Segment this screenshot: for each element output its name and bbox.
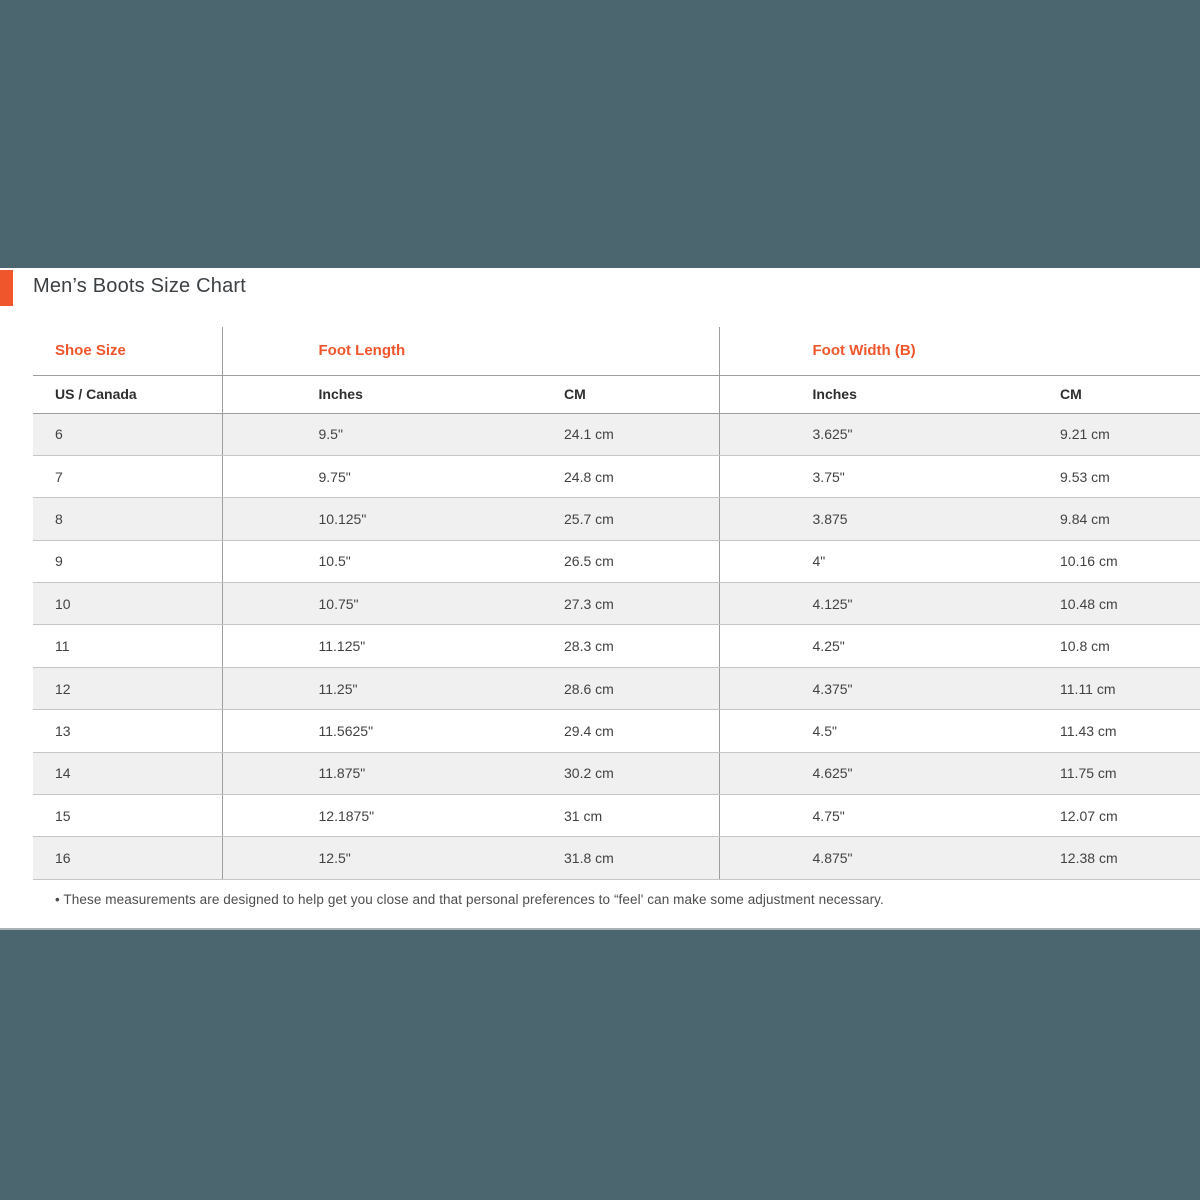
table-group-header-row <box>33 327 1200 375</box>
cell-foot-length-inches: 12.5" <box>222 837 470 879</box>
cell-foot-width-cm: 12.07 cm <box>965 795 1200 837</box>
cell-foot-length-cm: 25.7 cm <box>470 498 719 540</box>
cell-us-size: 10 <box>33 583 222 625</box>
cell-us-size: 6 <box>33 413 222 455</box>
cell-foot-length-cm: 31 cm <box>470 795 719 837</box>
cell-foot-length-cm: 30.2 cm <box>470 752 719 794</box>
column-group-foot-length: Foot Length <box>222 327 719 375</box>
column-header-foot-length-cm: CM <box>470 375 719 413</box>
size-table <box>33 327 1200 880</box>
cell-foot-length-inches: 10.75" <box>222 583 470 625</box>
cell-foot-width-inches: 4.125" <box>719 583 965 625</box>
table-body <box>33 413 1200 879</box>
cell-us-size: 7 <box>33 455 222 497</box>
cell-us-size: 8 <box>33 498 222 540</box>
footnote: • These measurements are designed to help get you close and that personal preferences to “feel' can make some adjustment necessary. <box>55 892 884 907</box>
table-row <box>33 667 1200 709</box>
cell-foot-width-inches: 4" <box>719 540 965 582</box>
table-row <box>33 583 1200 625</box>
cell-us-size: 14 <box>33 752 222 794</box>
cell-foot-width-cm: 11.75 cm <box>965 752 1200 794</box>
column-header-foot-width-inches: Inches <box>719 375 965 413</box>
cell-foot-width-cm: 9.53 cm <box>965 455 1200 497</box>
cell-foot-length-cm: 27.3 cm <box>470 583 719 625</box>
cell-foot-width-cm: 9.84 cm <box>965 498 1200 540</box>
cell-us-size: 12 <box>33 667 222 709</box>
table-row <box>33 498 1200 540</box>
table-subheader-row <box>33 375 1200 413</box>
cell-foot-length-cm: 24.8 cm <box>470 455 719 497</box>
table-row <box>33 752 1200 794</box>
cell-foot-length-inches: 10.125" <box>222 498 470 540</box>
cell-foot-width-inches: 4.25" <box>719 625 965 667</box>
cell-foot-length-cm: 24.1 cm <box>470 413 719 455</box>
cell-foot-length-cm: 29.4 cm <box>470 710 719 752</box>
cell-us-size: 11 <box>33 625 222 667</box>
cell-foot-length-inches: 11.875" <box>222 752 470 794</box>
column-header-us-canada: US / Canada <box>33 375 222 413</box>
cell-foot-length-inches: 9.75" <box>222 455 470 497</box>
cell-foot-width-inches: 4.75" <box>719 795 965 837</box>
cell-foot-length-inches: 11.125" <box>222 625 470 667</box>
table-row <box>33 625 1200 667</box>
cell-foot-width-cm: 11.43 cm <box>965 710 1200 752</box>
cell-foot-length-cm: 28.3 cm <box>470 625 719 667</box>
table-row <box>33 710 1200 752</box>
cell-us-size: 13 <box>33 710 222 752</box>
column-group-shoe-size: Shoe Size <box>33 327 222 375</box>
cell-foot-length-inches: 11.5625" <box>222 710 470 752</box>
table-row <box>33 795 1200 837</box>
cell-foot-length-cm: 26.5 cm <box>470 540 719 582</box>
size-chart-table <box>33 327 1200 880</box>
cell-foot-width-cm: 10.16 cm <box>965 540 1200 582</box>
cell-foot-width-inches: 4.625" <box>719 752 965 794</box>
table-row <box>33 455 1200 497</box>
size-chart-panel <box>0 268 1200 930</box>
cell-foot-length-cm: 31.8 cm <box>470 837 719 879</box>
cell-foot-length-cm: 28.6 cm <box>470 667 719 709</box>
cell-us-size: 16 <box>33 837 222 879</box>
cell-us-size: 15 <box>33 795 222 837</box>
page-title: Men’s Boots Size Chart <box>33 275 247 297</box>
column-header-foot-length-inches: Inches <box>222 375 470 413</box>
cell-foot-width-cm: 12.38 cm <box>965 837 1200 879</box>
cell-us-size: 9 <box>33 540 222 582</box>
cell-foot-width-cm: 9.21 cm <box>965 413 1200 455</box>
cell-foot-length-inches: 12.1875" <box>222 795 470 837</box>
column-group-foot-width: Foot Width (B) <box>719 327 1200 375</box>
column-header-foot-width-cm: CM <box>965 375 1200 413</box>
cell-foot-width-cm: 10.8 cm <box>965 625 1200 667</box>
cell-foot-width-inches: 4.375" <box>719 667 965 709</box>
cell-foot-width-inches: 4.5" <box>719 710 965 752</box>
table-row <box>33 540 1200 582</box>
cell-foot-length-inches: 9.5" <box>222 413 470 455</box>
accent-bar <box>0 270 13 306</box>
cell-foot-length-inches: 10.5" <box>222 540 470 582</box>
cell-foot-width-cm: 10.48 cm <box>965 583 1200 625</box>
table-row <box>33 413 1200 455</box>
cell-foot-width-inches: 3.875 <box>719 498 965 540</box>
cell-foot-width-inches: 4.875" <box>719 837 965 879</box>
cell-foot-length-inches: 11.25" <box>222 667 470 709</box>
cell-foot-width-inches: 3.625" <box>719 413 965 455</box>
table-row <box>33 837 1200 879</box>
cell-foot-width-inches: 3.75" <box>719 455 965 497</box>
cell-foot-width-cm: 11.11 cm <box>965 667 1200 709</box>
